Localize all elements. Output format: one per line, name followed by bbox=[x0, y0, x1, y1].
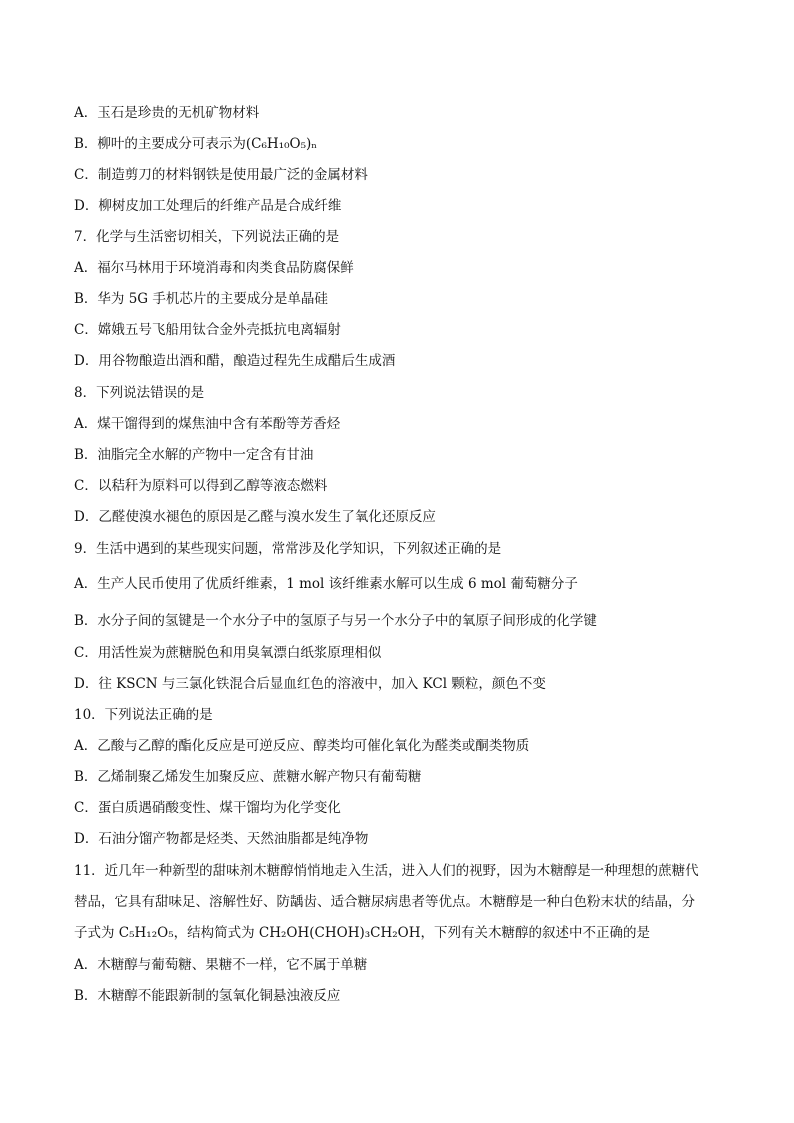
option-11a: A．木糖醇与葡萄糖、果糖不一样，它不属于单糖 bbox=[74, 957, 368, 973]
option-7b: B．华为 5G 手机芯片的主要成分是单晶硅 bbox=[74, 291, 328, 307]
option-9a: A．生产人民币使用了优质纤维素，1 mol 该纤维素水解可以生成 6 mol 葡萄糖分子 bbox=[74, 576, 578, 592]
option-7c: C．嫦娥五号飞船用钛合金外壳抵抗电离辐射 bbox=[74, 322, 341, 338]
option-6c: C．制造剪刀的材料钢铁是使用最广泛的金属材料 bbox=[74, 167, 368, 183]
question-8: 8．下列说法错误的是 bbox=[74, 385, 205, 401]
question-10: 10．下列说法正确的是 bbox=[74, 707, 213, 723]
option-10a: A．乙酸与乙醇的酯化反应是可逆反应、醇类均可催化氧化为醛类或酮类物质 bbox=[74, 738, 530, 754]
question-11-line-2: 替品，它具有甜味足、溶解性好、防龋齿、适合糖尿病患者等优点。木糖醇是一种白色粉末状的结晶，分 bbox=[74, 894, 695, 910]
option-10d: D．石油分馏产物都是烃类、天然油脂都是纯净物 bbox=[74, 831, 369, 847]
question-7: 7．化学与生活密切相关，下列说法正确的是 bbox=[74, 229, 340, 245]
question-9: 9．生活中遇到的某些现实问题，常常涉及化学知识，下列叙述正确的是 bbox=[74, 541, 502, 557]
option-7d: D．用谷物酿造出酒和醋，酿造过程先生成醋后生成酒 bbox=[74, 353, 396, 369]
option-6b: B．柳叶的主要成分可表示为(C₆H₁₀O₅)ₙ bbox=[74, 136, 318, 152]
option-7a: A．福尔马林用于环境消毒和肉类食品防腐保鲜 bbox=[74, 260, 354, 276]
option-11b: B．木糖醇不能跟新制的氢氧化铜悬浊液反应 bbox=[74, 988, 341, 1004]
option-9c: C．用活性炭为蔗糖脱色和用臭氧漂白纸浆原理相似 bbox=[74, 645, 382, 661]
option-9d: D．往 KSCN 与三氯化铁混合后显血红色的溶液中，加入 KCl 颗粒，颜色不变 bbox=[74, 676, 546, 692]
option-6d: D．柳树皮加工处理后的纤维产品是合成纤维 bbox=[74, 198, 342, 214]
option-10c: C．蛋白质遇硝酸变性、煤干馏均为化学变化 bbox=[74, 800, 341, 816]
option-8c: C．以秸秆为原料可以得到乙醇等液态燃料 bbox=[74, 478, 328, 494]
option-8b: B．油脂完全水解的产物中一定含有甘油 bbox=[74, 447, 314, 463]
option-8a: A．煤干馏得到的煤焦油中含有苯酚等芳香烃 bbox=[74, 416, 341, 432]
question-11-line-1: 11．近几年一种新型的甜味剂木糖醇悄悄地走入生活，进入人们的视野，因为木糖醇是一种理想的蔗糖代 bbox=[74, 863, 699, 879]
option-6a: A．玉石是珍贵的无机矿物材料 bbox=[74, 105, 260, 121]
option-9b: B．水分子间的氢键是一个水分子中的氢原子与另一个水分子中的氧原子间形成的化学键 bbox=[74, 613, 597, 629]
option-8d: D．乙醛使溴水褪色的原因是乙醛与溴水发生了氧化还原反应 bbox=[74, 509, 436, 525]
question-11-line-3: 子式为 C₅H₁₂O₅，结构简式为 CH₂OH(CHOH)₃CH₂OH，下列有关木糖醇的叙述中不正确的是 bbox=[74, 925, 650, 941]
option-10b: B．乙烯制聚乙烯发生加聚反应、蔗糖水解产物只有葡萄糖 bbox=[74, 769, 422, 785]
